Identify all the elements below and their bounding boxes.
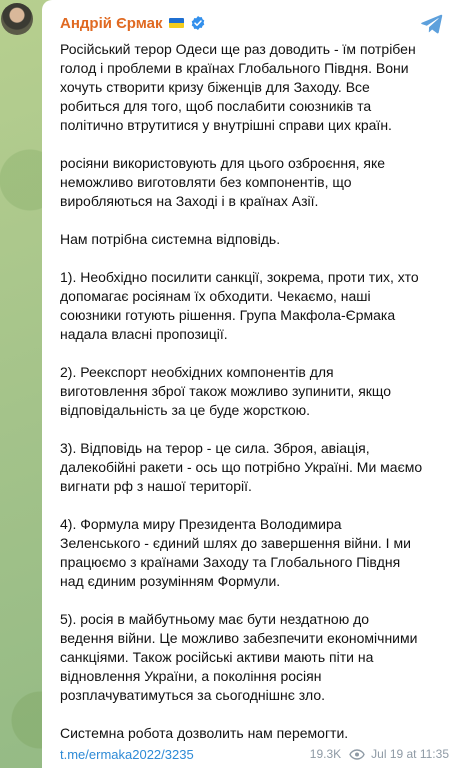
channel-avatar[interactable] bbox=[1, 3, 33, 35]
post-link[interactable]: t.me/ermaka2022/3235 bbox=[60, 746, 194, 762]
message-paragraph: 1). Необхідно посилити санкції, зокрема, проти тих, хто допомагає росіянам їх обходити. Чекаємо, наші союзники готують рішення. Група Макфола-Єрмака надала власні пропозиції. bbox=[60, 269, 419, 342]
message-paragraph: 3). Відповідь на терор - це сила. Зброя, авіація, далекобійні ракети - ось що потрібно Україні. Ми маємо вигнати рф з нашої території. bbox=[60, 440, 423, 494]
sender-name[interactable]: Андрій Єрмак bbox=[60, 14, 163, 32]
ukraine-flag-icon bbox=[169, 18, 184, 28]
message-paragraph: Російський терор Одеси ще раз доводить - їм потрібен голод і проблеми в країнах Глобального Півдня. Вони хочуть створити кризу біженців для Заходу. Все робиться для того, щоб послабити союзників та політично втрутитися у внутрішні справи цих країн. bbox=[60, 41, 416, 133]
telegram-share-icon[interactable] bbox=[419, 13, 443, 35]
message-paragraph: 5). росія в майбутньому має бути нездатною до ведення війни. Це можливо забезпечити економічними санкціями. Також російські активи мають піти на відновлення України, а покоління росіян розплачуватимуться за сьогоднішнє зло. bbox=[60, 611, 418, 703]
message-meta bbox=[310, 747, 449, 761]
message-bubble bbox=[42, 0, 463, 768]
message-paragraph: 2). Реекспорт необхідних компонентів для виготовлення зброї також можливо зупинити, якщо відповідальність за це буде жорсткою. bbox=[60, 364, 392, 418]
message-paragraph: Системна робота дозволить нам перемогти. bbox=[60, 725, 349, 741]
eye-icon bbox=[349, 749, 365, 760]
message-text bbox=[60, 40, 445, 743]
message-footer bbox=[60, 744, 449, 764]
message-timestamp: Jul 19 at 11:35 bbox=[371, 747, 449, 761]
message-paragraph: 4). Формула миру Президента Володимира Зеленського - єдиний шлях до завершення війни. І ми працюємо з країнами Заходу та Глобального Півдня над єдиним розумінням Формули. bbox=[60, 516, 411, 589]
verified-icon bbox=[190, 15, 206, 31]
message-header bbox=[60, 12, 447, 34]
message-paragraph: Нам потрібна системна відповідь. bbox=[60, 231, 281, 247]
message-paragraph: росіяни використовують для цього озброєння, яке неможливо виготовляти без компонентів, що виробляються на Заході і в країнах Азії. bbox=[60, 155, 386, 209]
view-count: 19.3K bbox=[309, 747, 342, 761]
